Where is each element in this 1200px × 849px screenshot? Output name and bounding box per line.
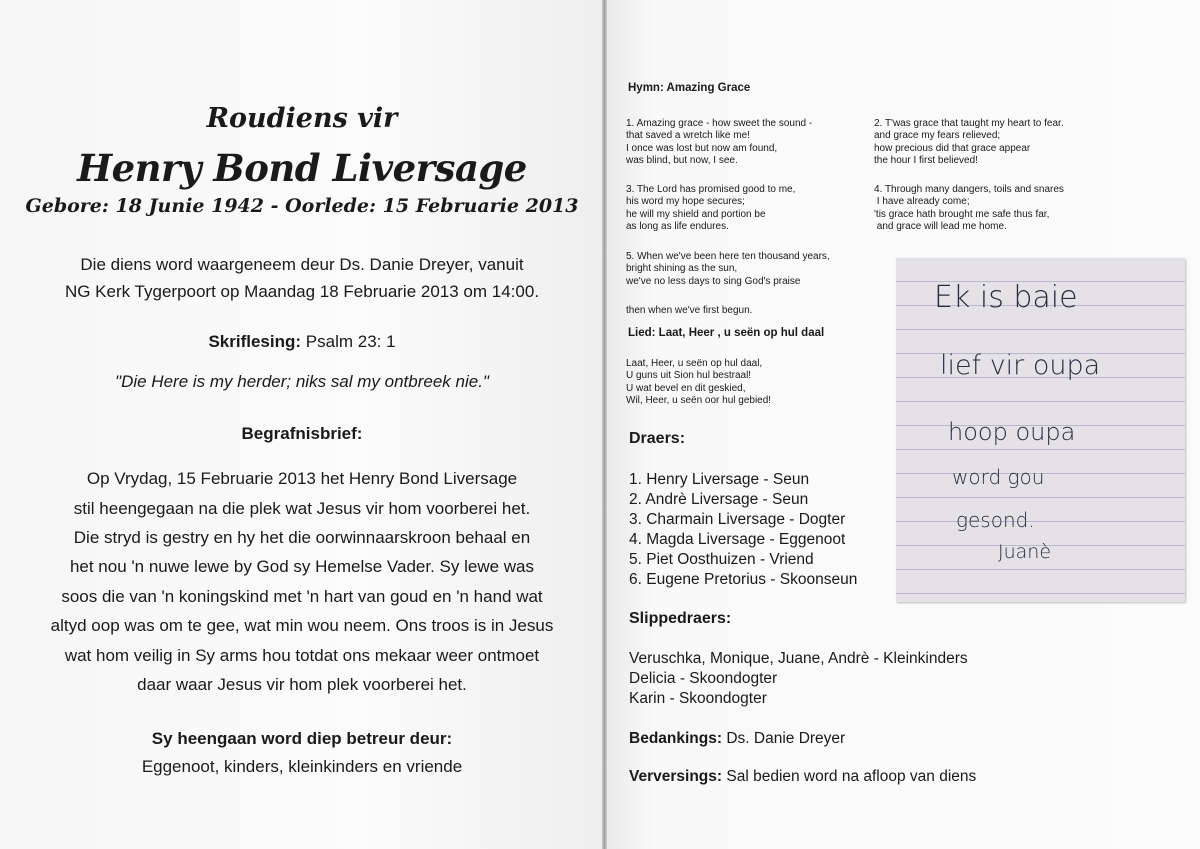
scripture-ref: Psalm 23: 1 (305, 332, 396, 351)
hymn-verse-5: 5. When we've been here ten thousand years, bright shining as the sun, we've no less days to sing God's praise (626, 251, 830, 287)
letter-line: stil heengegaan na die plek wat Jesus vir hom voorberei het. (73, 499, 531, 518)
hymn-verse-4: 4. Through many dangers, toils and snares I have already come; 'tis grace hath brought me safe thus far, and grace will lead me home. (874, 184, 1064, 233)
pall-bearers-heading: Slippedraers: (629, 610, 732, 627)
note-line: hoop oupa (948, 418, 1076, 446)
refreshments-value: Sal bedien word na afloop van diens (726, 768, 977, 785)
note-line: word gou (952, 465, 1045, 489)
note-line: gesond. (956, 508, 1035, 532)
note-line: Ek is baie (934, 280, 1078, 315)
letter-heading: Begrafnisbrief: (241, 424, 363, 443)
bearer-item: 5. Piet Oosthuizen - Vriend (629, 551, 814, 568)
handwritten-note (896, 258, 1185, 602)
letter-line: wat hom veilig in Sy arms hou totdat ons mekaar weer ontmoet (64, 646, 540, 665)
lied-verse: Laat, Heer, u seën op hul daal, U guns uit Sion hul bestraal! U wat bevel en dit geskied, Wil, Heer, u seën oor hul gebied! (626, 358, 772, 407)
letter-line: soos die van 'n koningskind met 'n hart van goud en 'n hand wat (61, 587, 543, 606)
letter-line: Die stryd is gestry en hy het die oorwinnaarskroon behaal en (73, 528, 531, 547)
bearers-heading: Draers: (629, 430, 686, 447)
bearer-item: 1. Henry Liversage - Seun (629, 471, 810, 488)
pall-bearer-item: Karin - Skoondogter (629, 690, 767, 707)
note-signature: Juanè (998, 541, 1052, 563)
letter-line: Op Vrydag, 15 Februarie 2013 het Henry Bond Liversage (86, 469, 518, 488)
hymn-verse-5-end: then when we've first begun. (626, 305, 753, 316)
hymn-verse-1: 1. Amazing grace - how sweet the sound - that saved a wretch like me! I once was lost but now am found, was blind, but now, I see. (626, 118, 813, 167)
letter-line: altyd oop was om te gee, wat min wou neem. Ons troos is in Jesus (50, 616, 554, 635)
thanks-label: Bedankings: (629, 730, 723, 747)
pall-bearer-item: Delicia - Skoondogter (629, 670, 778, 687)
hymn-title: Hymn: Amazing Grace (628, 82, 751, 94)
bearer-item: 6. Eugene Pretorius - Skoonseun (629, 571, 858, 588)
heading-roudiens: Roudiens vir (206, 103, 398, 134)
thanks-value: Ds. Danie Dreyer (726, 730, 846, 747)
refreshments-label: Verversings: (629, 768, 723, 785)
bearer-item: 3. Charmain Liversage - Dogter (629, 511, 846, 528)
deceased-name: Henry Bond Liversage (77, 146, 527, 190)
hymn-verse-3: 3. The Lord has promised good to me, his word my hope secures; he will my shield and portion be as long as life endures. (626, 184, 796, 233)
mourned-heading: Sy heengaan word diep betreur deur: (151, 729, 453, 748)
scripture-reading (0, 332, 604, 352)
scripture-quote: "Die Here is my herder; niks sal my ontbreek nie." (115, 372, 489, 391)
letter-line: daar waar Jesus vir hom plek voorberei het. (137, 675, 467, 694)
service-line: Die diens word waargeneem deur Ds. Danie Dreyer, vanuit (80, 255, 524, 274)
service-line: NG Kerk Tygerpoort op Maandag 18 Februarie 2013 om 14:00. (64, 282, 540, 301)
scripture-label: Skriflesing: (208, 332, 302, 351)
mourned-by: Eggenoot, kinders, kleinkinders en vriende (141, 757, 463, 776)
refreshments-line (629, 767, 976, 787)
note-line: lief vir oupa (940, 350, 1101, 381)
bearer-item: 4. Magda Liversage - Eggenoot (629, 531, 846, 548)
thanks-line (629, 729, 845, 749)
pall-bearer-item: Veruschka, Monique, Juane, Andrè - Kleinkinders (629, 650, 968, 667)
lied-title: Lied: Laat, Heer , u seën op hul daal (628, 327, 825, 339)
birth-death-dates: Gebore: 18 Junie 1942 - Oorlede: 15 Februarie 2013 (25, 195, 579, 217)
hymn-verse-2: 2. T'was grace that taught my heart to fear. and grace my fears relieved; how precious did that grace appear the hour I first believed! (874, 118, 1064, 167)
letter-line: het nou 'n nuwe lewe by God sy Hemelse Vader. Sy lewe was (69, 557, 535, 576)
bearer-item: 2. Andrè Liversage - Seun (629, 491, 809, 508)
